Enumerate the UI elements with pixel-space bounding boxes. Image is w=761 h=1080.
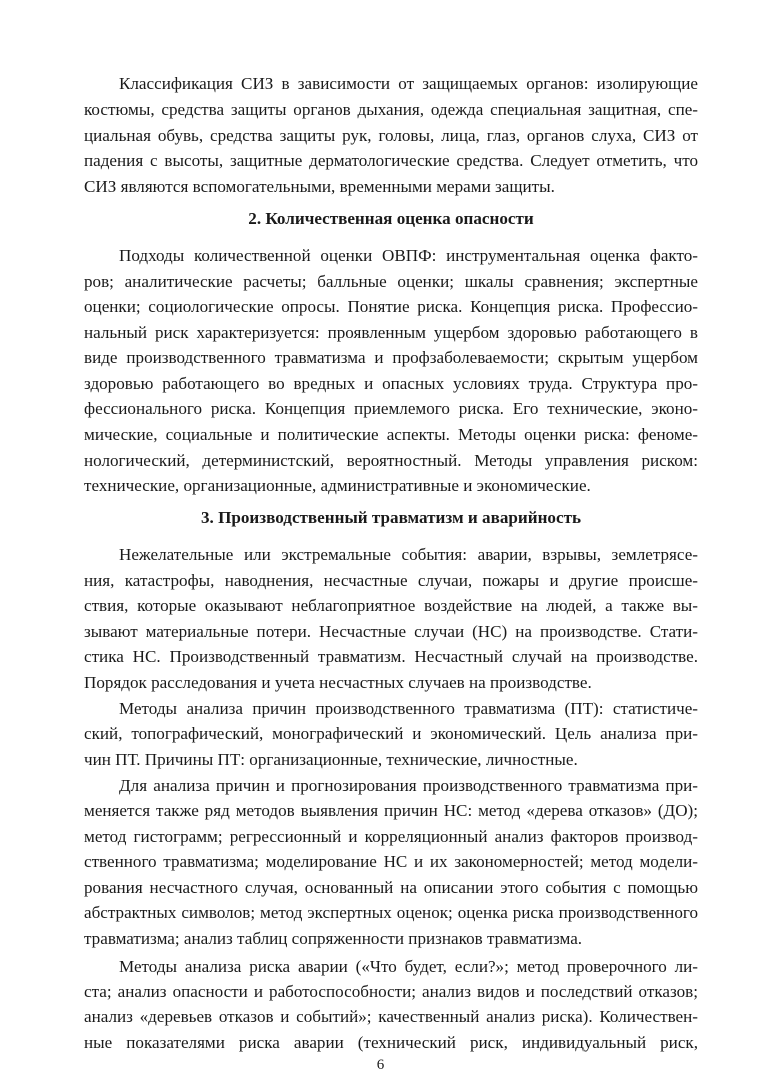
section-3-paragraph-d-line: анализ «деревьев отказов и событий»; качественный анализ риска). Количествен- xyxy=(84,1007,698,1026)
paragraph-1-line: циальная обувь, средства защиты рук, головы, лица, глаз, органов слуха, СИЗ от xyxy=(84,126,698,145)
section-2-heading: 2. Количественная оценка опасности xyxy=(248,209,534,228)
section-3-paragraph-c-line: меняется также ряд методов выявления причин НС: метод «дерева отказов» (ДО); xyxy=(84,801,698,820)
section-3-paragraph-c-line: абстрактных символов; метод экспертных оценок; оценка риска производственного xyxy=(84,903,698,922)
section-2-line: оценки; социологические опросы. Понятие риска. Концепция риска. Профессио- xyxy=(84,297,698,316)
section-2-line: здоровью работающего во вредных и опасных условиях труда. Структура про- xyxy=(84,374,698,393)
section-3-paragraph-a-line: зывают материальные потери. Несчастные случаи (НС) на производстве. Стати- xyxy=(84,622,698,641)
section-3-paragraph-c-line: травматизма; анализ таблиц сопряженности признаков травматизма. xyxy=(84,929,583,948)
section-3-paragraph-c-line: рования несчастного случая, основанный на описании этого события с помощью xyxy=(84,878,698,897)
page-number: 6 xyxy=(376,1057,385,1073)
section-2-line: технические, организационные, административные и экономические. xyxy=(84,476,591,495)
section-3-paragraph-b-line: Методы анализа причин производственного травматизма (ПТ): статистиче- xyxy=(119,699,698,718)
section-3-paragraph-a-line: Порядок расследования и учета несчастных случаев на производстве. xyxy=(84,673,592,692)
section-2-line: нологический, детерминистский, вероятностный. Методы управления риском: xyxy=(84,451,698,470)
section-2-line: виде производственного травматизма и профзаболеваемости; скрытым ущербом xyxy=(84,348,698,367)
section-3-paragraph-d-line: ные показателями риска аварии (технический риск, индивидуальный риск, xyxy=(84,1033,698,1052)
section-3-paragraph-c-line: метод гистограмм; регрессионный и корреляционный анализ факторов производ- xyxy=(84,827,698,846)
section-2-line: Подходы количественной оценки ОВПФ: инструментальная оценка факто- xyxy=(119,246,698,265)
paragraph-1-line: СИЗ являются вспомогательными, временными мерами защиты. xyxy=(84,177,555,196)
section-3-paragraph-a-line: ствия, которые оказывают неблагоприятное воздействие на людей, а также вы- xyxy=(84,596,698,615)
paragraph-1-line: Классификация СИЗ в зависимости от защищаемых органов: изолирующие xyxy=(119,74,698,93)
section-3-paragraph-c-line: ственного травматизма; моделирование НС и их закономерностей; метод модели- xyxy=(84,852,698,871)
section-2-line: нальный риск характеризуется: проявленным ущербом здоровью работающего в xyxy=(84,323,698,342)
section-3-paragraph-c-line: Для анализа причин и прогнозирования производственного травматизма при- xyxy=(119,776,698,795)
section-2-line: мические, социальные и политические аспекты. Методы оценки риска: феноме- xyxy=(84,425,698,444)
section-3-paragraph-a-line: стика НС. Производственный травматизм. Несчастный случай на производстве. xyxy=(84,647,698,666)
section-3-paragraph-d-line: Методы анализа риска аварии («Что будет, если?»; метод проверочного ли- xyxy=(119,957,698,976)
section-3-paragraph-a-line: ния, катастрофы, наводнения, несчастные случаи, пожары и другие происше- xyxy=(84,571,698,590)
section-2-line: фессионального риска. Концепция приемлемого риска. Его технические, эконо- xyxy=(84,399,698,418)
section-3-paragraph-b-line: ский, топографический, монографический и экономический. Цель анализа при- xyxy=(84,724,698,743)
section-3-paragraph-b-line: чин ПТ. Причины ПТ: организационные, технические, личностные. xyxy=(84,750,578,769)
section-3-paragraph-d-line: ста; анализ опасности и работоспособности; анализ видов и последствий отказов; xyxy=(84,982,698,1001)
section-2-line: ров; аналитические расчеты; балльные оценки; шкалы сравнения; экспертные xyxy=(84,272,698,291)
section-3-paragraph-a-line: Нежелательные или экстремальные события: аварии, взрывы, землетрясе- xyxy=(119,545,698,564)
paragraph-1-line: костюмы, средства защиты органов дыхания, одежда специальная защитная, спе- xyxy=(84,100,698,119)
section-3-heading: 3. Производственный травматизм и аварийность xyxy=(200,508,582,527)
paragraph-1-line: падения с высоты, защитные дерматологические средства. Следует отметить, что xyxy=(84,151,698,170)
